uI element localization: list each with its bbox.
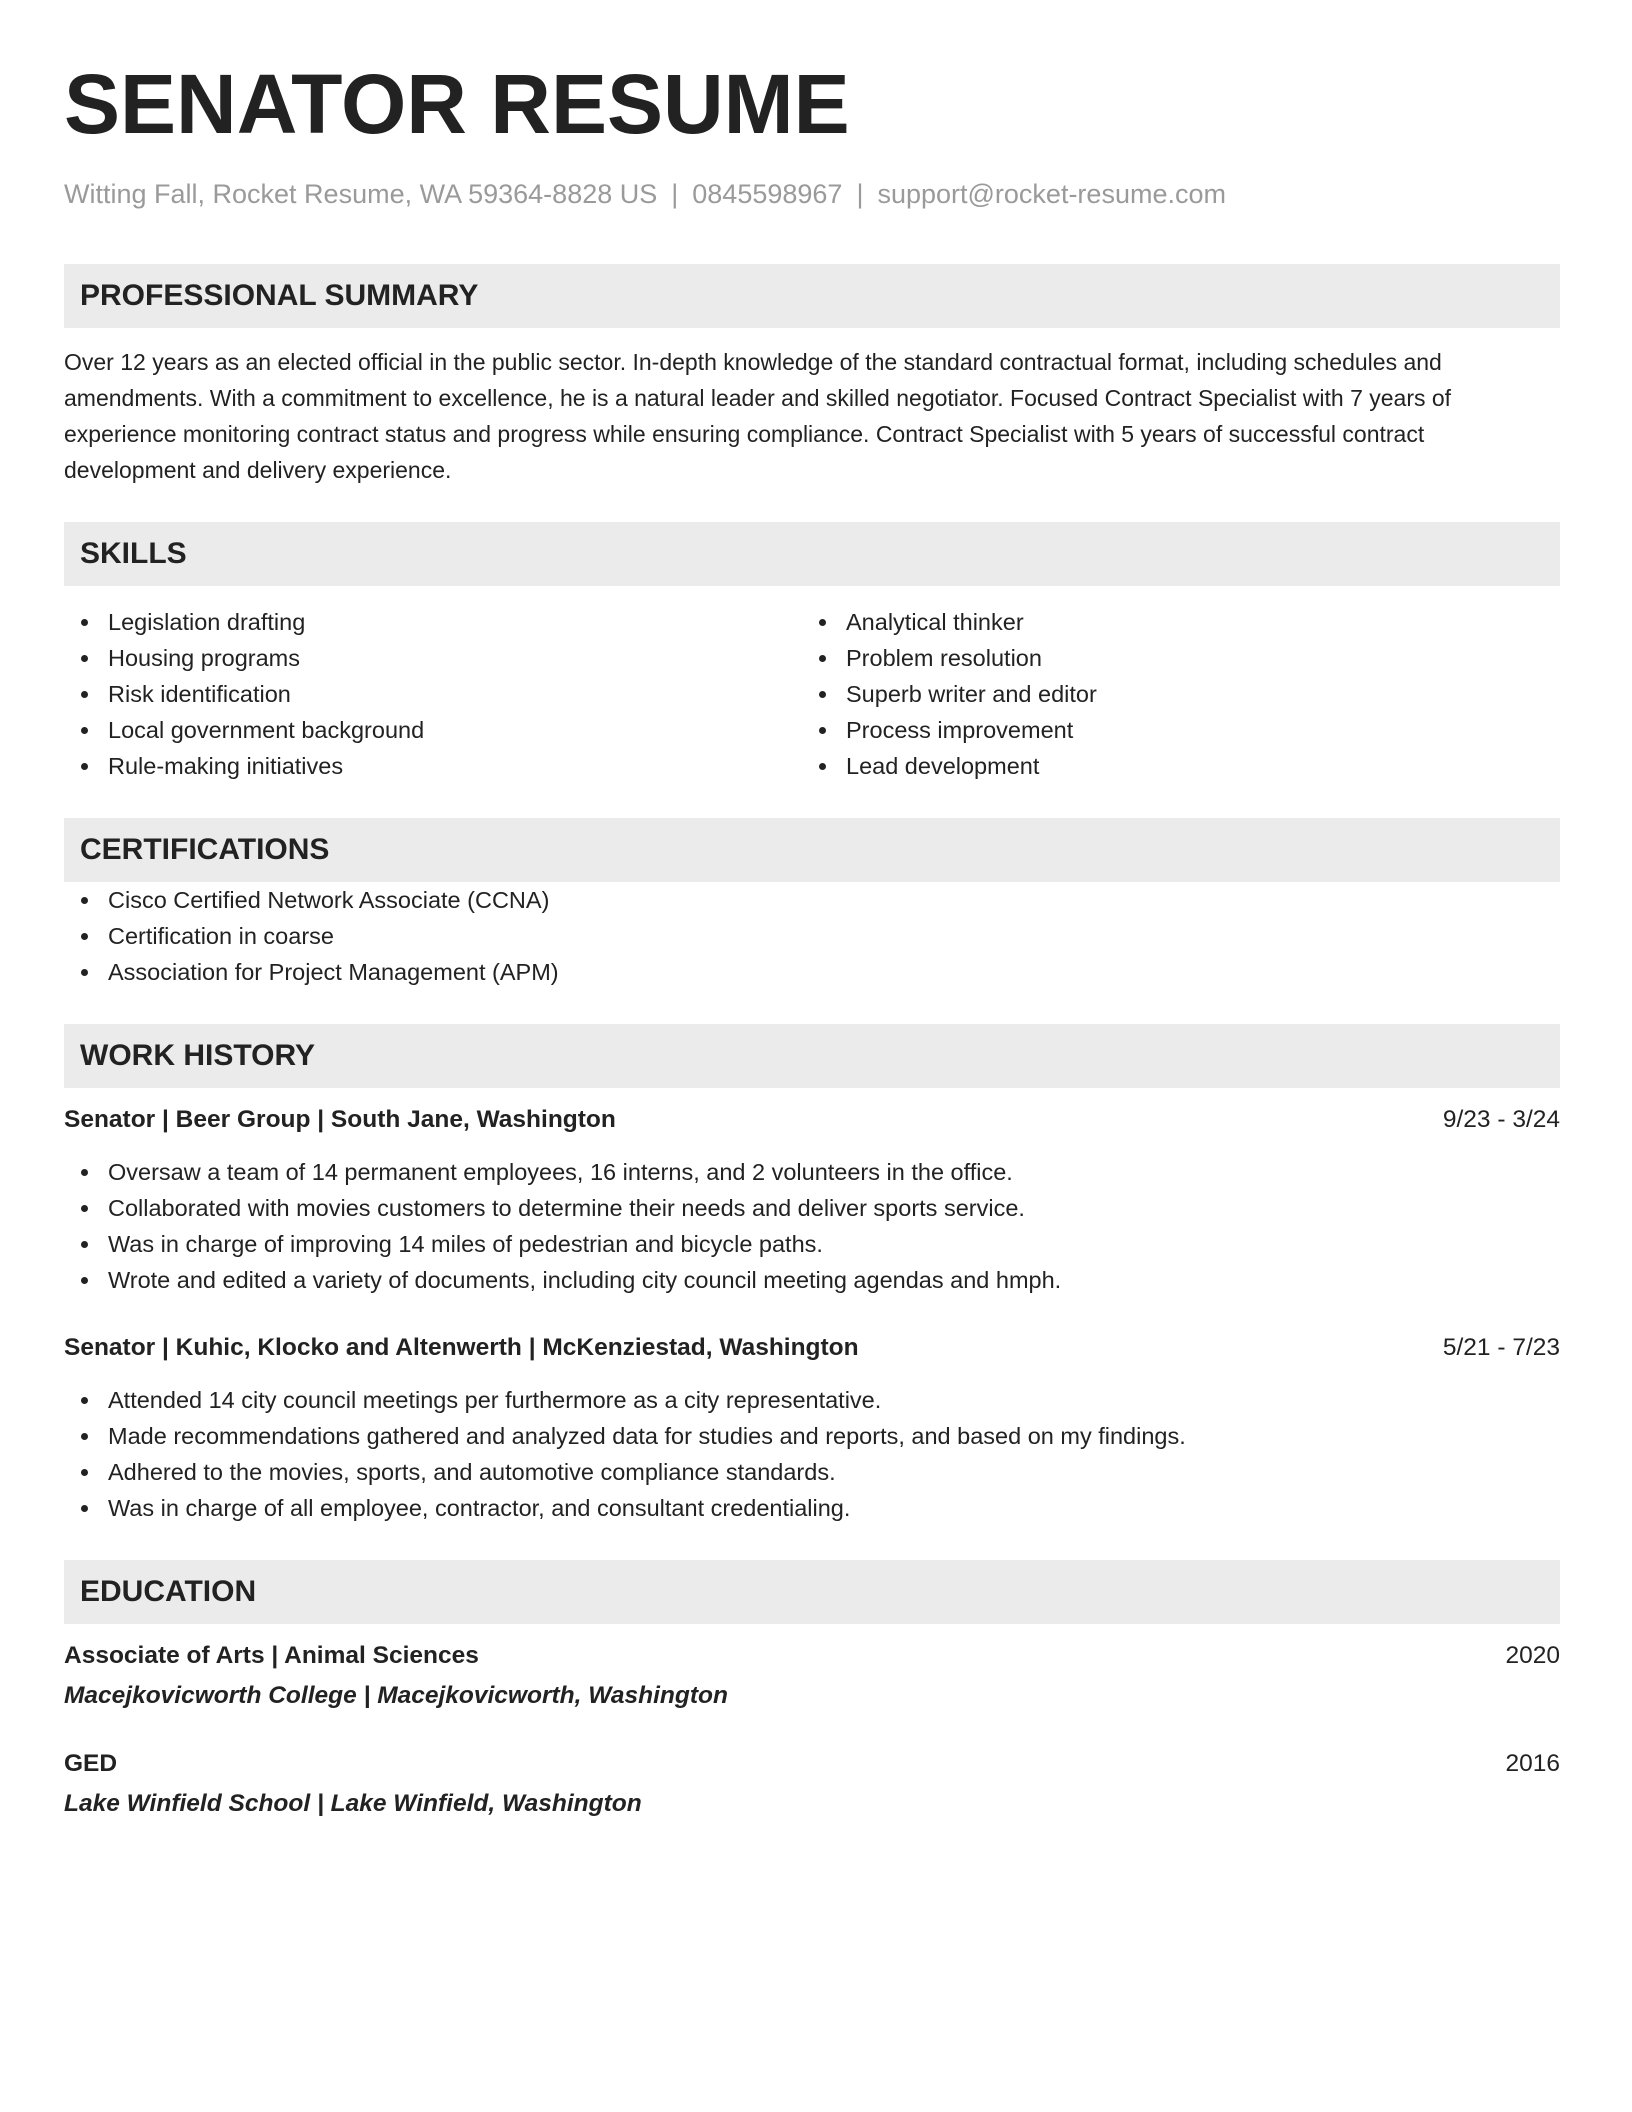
skill-item: Local government background bbox=[64, 712, 802, 748]
skill-item: Housing programs bbox=[64, 640, 802, 676]
skill-item: Risk identification bbox=[64, 676, 802, 712]
section-heading-summary: PROFESSIONAL SUMMARY bbox=[64, 264, 1560, 328]
contact-separator: | bbox=[671, 179, 679, 209]
education-school: Lake Winfield School | Lake Winfield, Washington bbox=[64, 1790, 642, 1817]
job-bullets bbox=[64, 1154, 1560, 1298]
job-bullet: Adhered to the movies, sports, and automotive compliance standards. bbox=[64, 1454, 1560, 1490]
job-bullet: Made recommendations gathered and analyzed data for studies and reports, and based on my findings. bbox=[64, 1418, 1560, 1454]
skill-item: Problem resolution bbox=[802, 640, 1540, 676]
education-header bbox=[64, 1638, 1560, 1674]
resume-title: SENATOR RESUME bbox=[64, 57, 850, 151]
certification-item: Certification in coarse bbox=[64, 918, 1560, 954]
section-heading-education: EDUCATION bbox=[64, 1560, 1560, 1624]
section-heading-certifications: CERTIFICATIONS bbox=[64, 818, 1560, 882]
skill-item: Process improvement bbox=[802, 712, 1540, 748]
job-bullet: Was in charge of improving 14 miles of pedestrian and bicycle paths. bbox=[64, 1226, 1560, 1262]
section-heading-skills: SKILLS bbox=[64, 522, 1560, 586]
job-entry bbox=[64, 1102, 1560, 1298]
job-header bbox=[64, 1330, 1560, 1366]
certification-item: Association for Project Management (APM) bbox=[64, 954, 1560, 990]
job-dates: 9/23 - 3/24 bbox=[1442, 1106, 1560, 1133]
job-bullet: Wrote and edited a variety of documents, including city council meeting agendas and hmph. bbox=[64, 1262, 1560, 1298]
job-title: Senator | Kuhic, Klocko and Altenwerth | McKenziestad, Washington bbox=[64, 1334, 859, 1361]
job-bullet: Was in charge of all employee, contractor, and consultant credentialing. bbox=[64, 1490, 1560, 1526]
education-entry bbox=[64, 1638, 1560, 1714]
section-heading-work-history: WORK HISTORY bbox=[64, 1024, 1560, 1088]
job-bullets bbox=[64, 1382, 1560, 1526]
summary-text: Over 12 years as an elected official in the public sector. In-depth knowledge of the standard contractual format, including schedules and amendments. With a commitment to excellence, he is a natural leader and skilled negotiator. Focused Contract Specialist with 7 years of experience monitoring contract status and progress while ensuring compliance. Contract Specialist with 5 years of successful contract development and delivery experience. bbox=[64, 349, 1452, 483]
job-bullet: Collaborated with movies customers to determine their needs and deliver sports service. bbox=[64, 1190, 1560, 1226]
resume-content bbox=[64, 56, 1560, 1822]
job-bullet: Attended 14 city council meetings per furthermore as a city representative. bbox=[64, 1382, 1560, 1418]
education-year: 2016 bbox=[1505, 1750, 1560, 1777]
certification-item: Cisco Certified Network Associate (CCNA) bbox=[64, 882, 1560, 918]
skill-item: Legislation drafting bbox=[64, 604, 802, 640]
skill-item: Analytical thinker bbox=[802, 604, 1540, 640]
education-header bbox=[64, 1746, 1560, 1782]
skill-item: Superb writer and editor bbox=[802, 676, 1540, 712]
job-dates: 5/21 - 7/23 bbox=[1442, 1334, 1560, 1361]
certifications-list bbox=[64, 882, 1560, 990]
skills-column-left bbox=[64, 604, 802, 784]
education-year: 2020 bbox=[1505, 1642, 1560, 1669]
education-school: Macejkovicworth College | Macejkovicworth, Washington bbox=[64, 1682, 728, 1709]
education-degree: Associate of Arts | Animal Sciences bbox=[64, 1642, 479, 1669]
contact-line bbox=[64, 176, 1560, 212]
job-header bbox=[64, 1102, 1560, 1138]
job-title: Senator | Beer Group | South Jane, Washington bbox=[64, 1106, 616, 1133]
skill-item: Lead development bbox=[802, 748, 1540, 784]
contact-email[interactable]: support@rocket-resume.com bbox=[877, 179, 1226, 209]
education-degree: GED bbox=[64, 1750, 118, 1777]
job-entry bbox=[64, 1330, 1560, 1526]
job-bullet: Oversaw a team of 14 permanent employees, 16 interns, and 2 volunteers in the office. bbox=[64, 1154, 1560, 1190]
contact-separator: | bbox=[856, 179, 864, 209]
skills-column-right bbox=[802, 604, 1540, 784]
education-entry bbox=[64, 1746, 1560, 1822]
contact-phone: 0845598967 bbox=[692, 179, 843, 209]
skills-list bbox=[64, 604, 1560, 784]
contact-address: Witting Fall, Rocket Resume, WA 59364-8828 US bbox=[64, 179, 658, 209]
skill-item: Rule-making initiatives bbox=[64, 748, 802, 784]
